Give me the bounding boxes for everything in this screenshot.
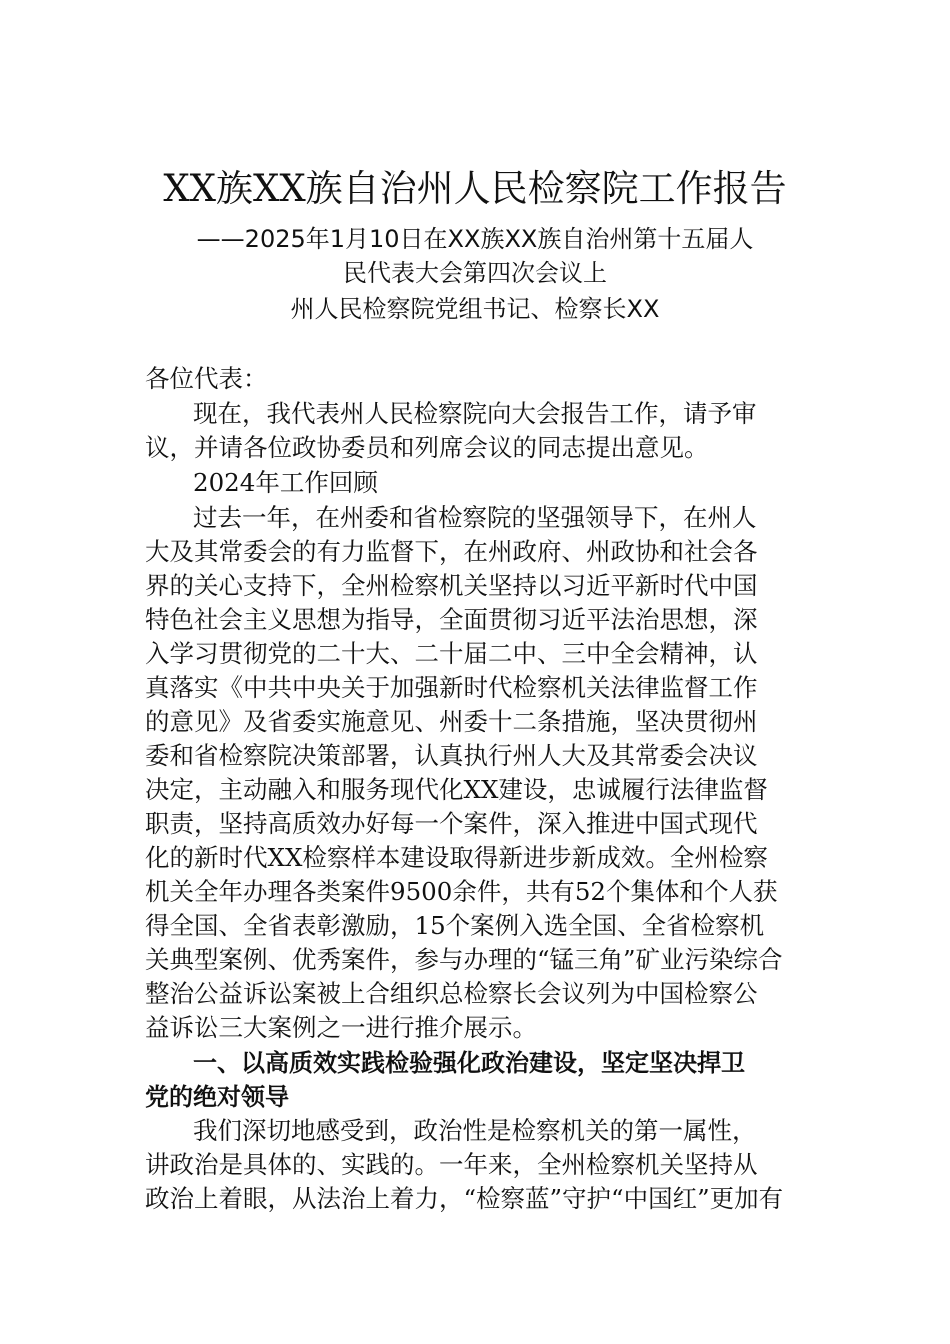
paragraph-line: 机关全年办理各类案件9500余件，共有52个集体和个人获 — [145, 877, 778, 906]
author-line: 州人民检察院党组书记、检察长XX — [290, 295, 660, 323]
section-heading-one: 一、以高质效实践检验强化政治建设，坚定坚决捍卫 — [193, 1049, 745, 1077]
paragraph-line: 大及其常委会的有力监督下，在州政府、州政协和社会各 — [145, 537, 758, 566]
paragraph-line: 化的新时代XX检察样本建设取得新进步新成效。全州检察 — [145, 843, 768, 872]
subtitle-line: 民代表大会第四次会议上 — [343, 259, 607, 287]
paragraph-line: 入学习贯彻党的二十大、二十届二中、三中全会精神，认 — [145, 639, 758, 668]
paragraph-line: 政治上着眼，从法治上着力，“检察蓝”守护“中国红”更加有 — [145, 1184, 784, 1213]
section-heading-one: 党的绝对领导 — [145, 1083, 289, 1111]
paragraph-line: 职责，坚持高质效办好每一个案件，深入推进中国式现代 — [145, 809, 758, 838]
paragraph-line: 过去一年，在州委和省检察院的坚强领导下，在州人 — [193, 503, 757, 532]
paragraph-line: 特色社会主义思想为指导，全面贯彻习近平法治思想，深 — [145, 605, 758, 634]
paragraph-line: 得全国、全省表彰激励，15个案例入选全国、全省检察机 — [145, 911, 765, 940]
report-title: XX族XX族自治州人民检察院工作报告 — [163, 167, 787, 210]
paragraph-line: 整治公益诉讼案被上合组织总检察长会议列为中国检察公 — [145, 979, 758, 1008]
paragraph-line: 关典型案例、优秀案件，参与办理的“锰三角”矿业污染综合 — [145, 945, 783, 974]
section-heading-review: 2024年工作回顾 — [193, 468, 378, 497]
subtitle-line: ——2025年1月10日在XX族XX族自治州第十五届人 — [196, 225, 754, 253]
intro-line: 现在，我代表州人民检察院向大会报告工作，请予审 — [193, 399, 757, 428]
paragraph-line: 的意见》及省委实施意见、州委十二条措施，坚决贯彻州 — [145, 707, 758, 736]
paragraph-line: 讲政治是具体的、实践的。一年来，全州检察机关坚持从 — [145, 1150, 758, 1179]
intro-line: 议，并请各位政协委员和列席会议的同志提出意见。 — [145, 433, 709, 462]
paragraph-line: 决定，主动融入和服务现代化XX建设，忠诚履行法律监督 — [145, 775, 768, 804]
paragraph-line: 真落实《中共中央关于加强新时代检察机关法律监督工作 — [145, 673, 758, 702]
paragraph-line: 益诉讼三大案例之一进行推介展示。 — [145, 1013, 537, 1042]
paragraph-line: 委和省检察院决策部署，认真执行州人大及其常委会决议 — [145, 741, 758, 770]
paragraph-line: 我们深切地感受到，政治性是检察机关的第一属性， — [193, 1116, 757, 1145]
paragraph-line: 界的关心支持下，全州检察机关坚持以习近平新时代中国 — [145, 571, 758, 600]
salutation: 各位代表： — [145, 364, 268, 393]
